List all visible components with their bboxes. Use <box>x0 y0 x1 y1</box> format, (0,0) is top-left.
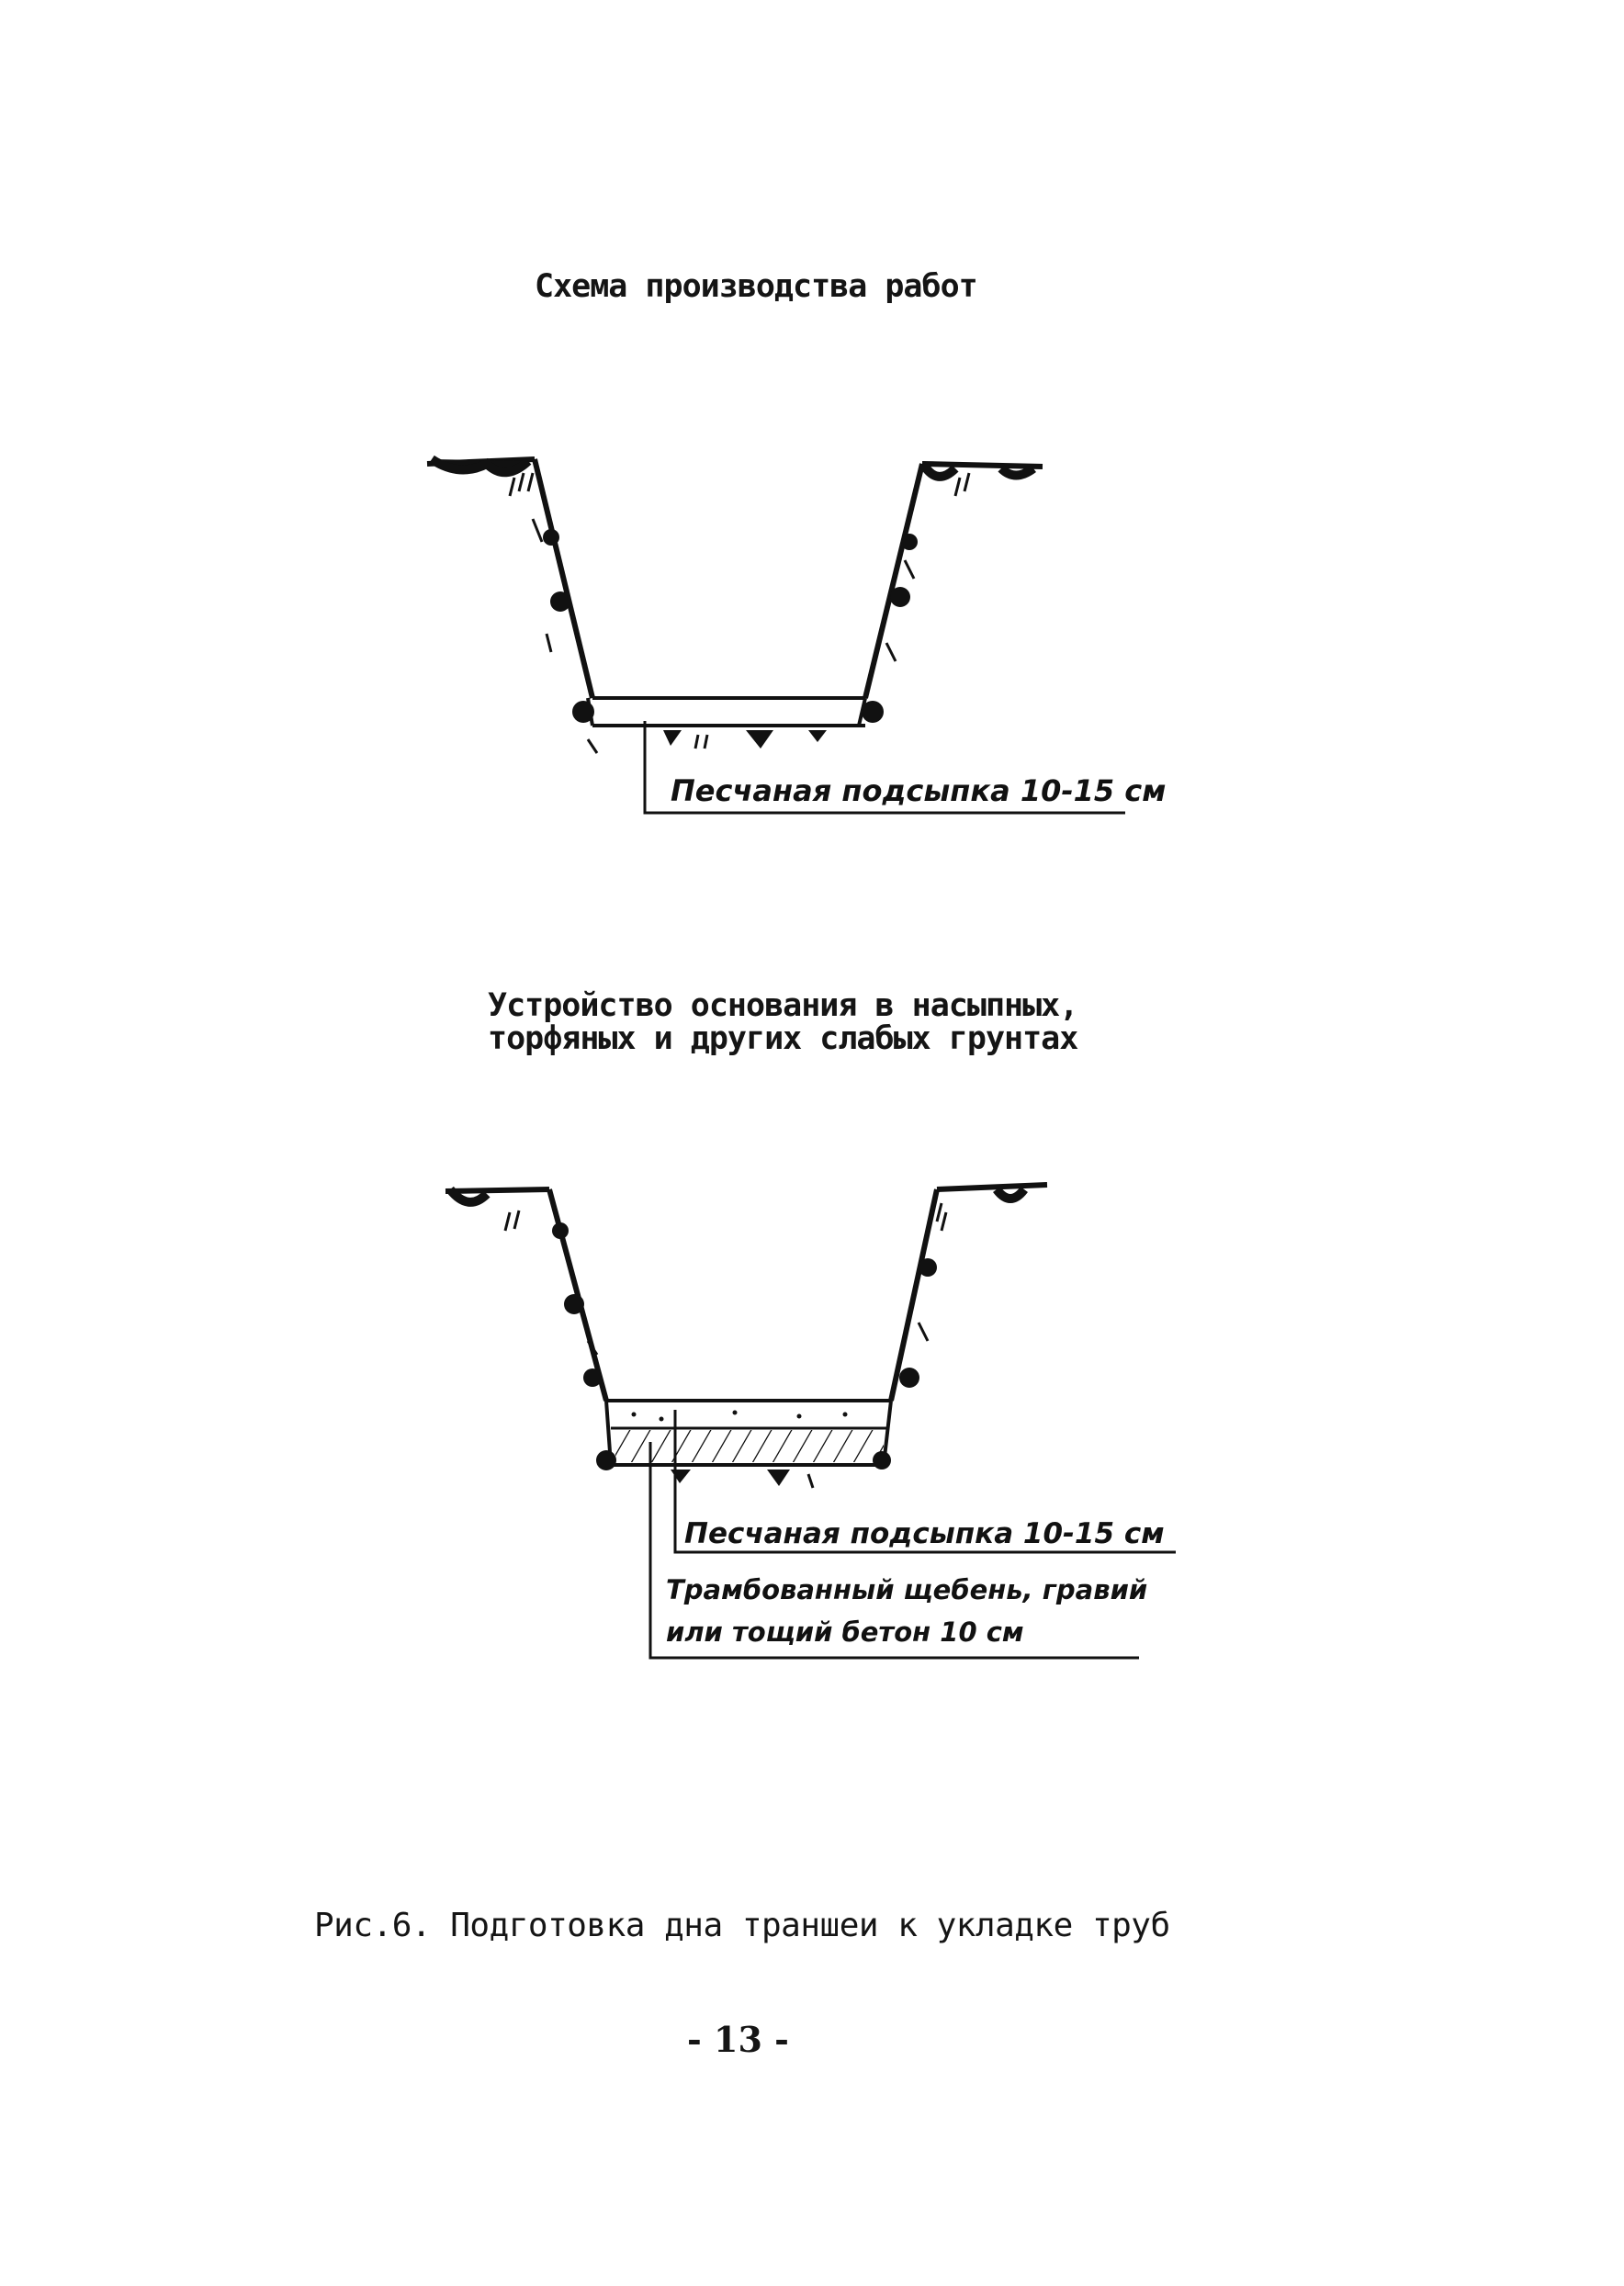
page-number: - 13 - <box>687 2019 789 2060</box>
figure-bottom-title-line1: Устройство основания в насыпных, <box>488 987 1078 1024</box>
figure-bottom-sand-label: Песчаная подсыпка 10-15 см <box>684 1517 1165 1550</box>
figure-bottom-title-line2: торфяных и других слабых грунтах <box>488 1020 1078 1057</box>
figure-top-title: Схема производства работ <box>535 268 977 305</box>
figure-bottom-gravel-label-line2: или тощий бетон 10 см <box>666 1616 1024 1648</box>
figure-bottom-gravel-label-line1: Трамбованный щебень, гравий <box>666 1574 1148 1605</box>
figure-caption: Рис.6. Подготовка дна траншеи к укладке труб <box>314 1907 1170 1944</box>
figure-top-sand-label: Песчаная подсыпка 10-15 см <box>671 773 1167 808</box>
